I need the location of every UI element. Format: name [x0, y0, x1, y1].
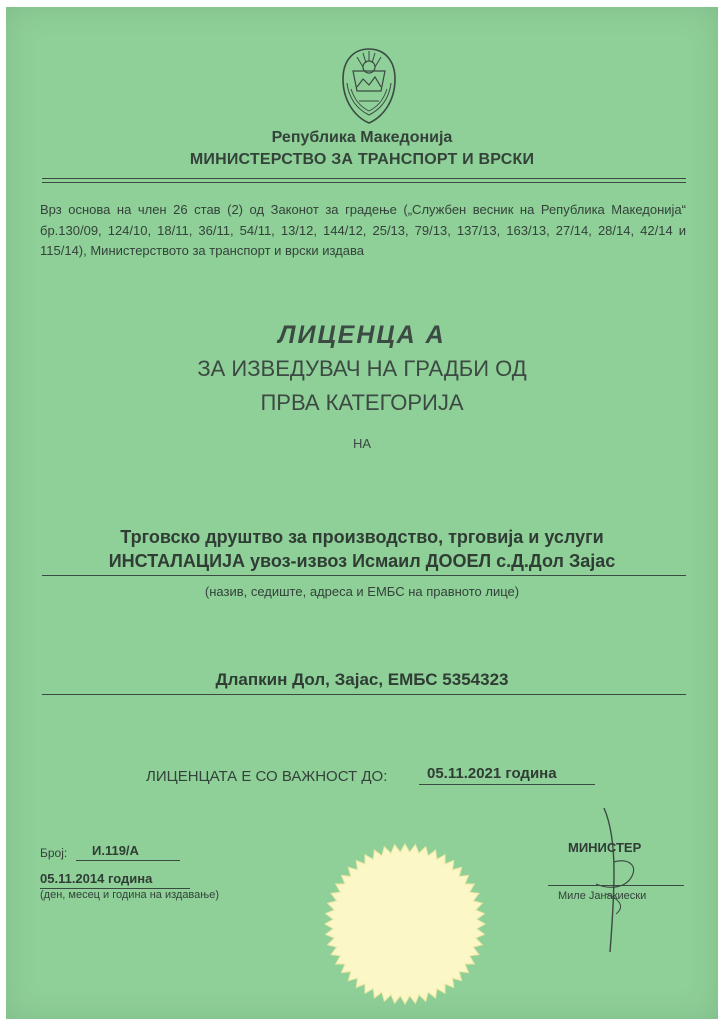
- holder-address-underline: [42, 694, 686, 695]
- issue-date-caption: (ден, месец и година на издавање): [40, 889, 219, 901]
- holder-name-line2: ИНСТАЛАЦИЈА увоз-извоз Исмаил ДООЕЛ с.Д.Дол Зајас: [108, 551, 616, 571]
- header-divider-bottom: [42, 182, 686, 183]
- ministry-name: МИНИСТЕРСТВО ЗА ТРАНСПОРТ И ВРСКИ: [189, 151, 535, 168]
- issue-number: И.119/А: [76, 843, 180, 861]
- license-on-label: НА: [352, 436, 372, 451]
- handwritten-signature: [566, 802, 686, 962]
- license-subtitle-line2: ПРВА КАТЕГОРИЈА: [260, 390, 464, 415]
- holder-name-line1: Трговско друштво за производство, трговија и услуги: [120, 527, 604, 547]
- issue-date: 05.11.2014 година: [40, 871, 190, 889]
- holder-name-underline: [42, 575, 686, 576]
- republic-name: Република Македонија: [271, 129, 453, 146]
- license-document: [6, 7, 718, 1019]
- issue-number-label: Број:: [40, 846, 68, 860]
- validity-label: ЛИЦЕНЦАТА Е СО ВАЖНОСТ ДО:: [146, 768, 388, 785]
- signatory-title: МИНИСТЕР: [568, 840, 642, 855]
- holder-name-caption: (назив, седиште, адреса и ЕМБС на правното лице): [204, 584, 520, 599]
- signatory-name: Миле Јанакиески: [558, 890, 647, 902]
- coat-of-arms-icon: [333, 43, 405, 127]
- license-title: ЛИЦЕНЦА А: [278, 321, 446, 349]
- legal-basis-paragraph: Врз основа на член 26 став (2) од Законот за градење („Службен весник на Република Македонија“ бр.130/09, 124/10, 18/11, 36/11, 54/11, 13/12, 144/12, 25/13, 79/13, 137/13, 163/13, 27/14, 28/14, 42/14 и 115/14), Министерството за транспорт и врски издава: [40, 202, 686, 258]
- holder-address: Длапкин Дол, Зајас, ЕМБС 5354323: [215, 670, 509, 689]
- license-subtitle-line1: ЗА ИЗВЕДУВАЧ НА ГРАДБИ ОД: [197, 356, 527, 381]
- validity-date: 05.11.2021 година: [419, 765, 595, 785]
- header-divider-top: [42, 178, 686, 179]
- seal-sticker-icon: [324, 843, 486, 1005]
